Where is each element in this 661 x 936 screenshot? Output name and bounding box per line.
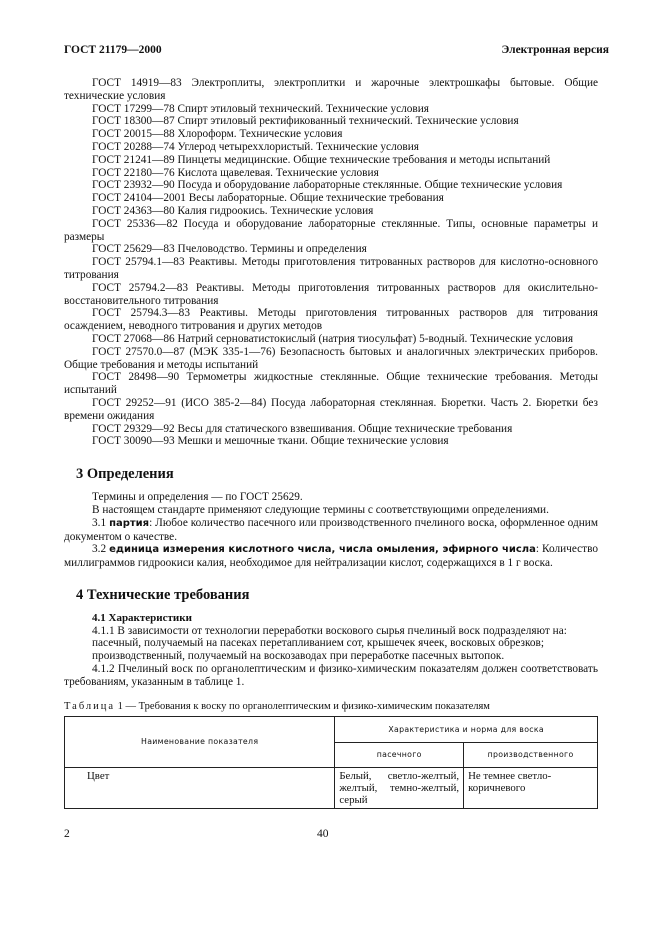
section-3-title: 3 Определения [76, 466, 174, 483]
table-cell-indicator: Цвет [65, 768, 335, 809]
reference-item: ГОСТ 25336—82 Посуда и оборудование лабораторные стеклянные. Типы, основные параметры и размеры [64, 217, 598, 243]
section-4-title: 4 Технические требования [76, 586, 250, 603]
reference-item: ГОСТ 23932—90 Посуда и оборудование лабораторные стеклянные. Общие технические условия [92, 179, 563, 192]
table-caption-text: 1 — Требования к воску по органолептическим и физико-химическим показателям [115, 700, 490, 712]
reference-item: ГОСТ 17299—78 Спирт этиловый технический. Технические условия [92, 102, 429, 115]
definition-text: : Любое количество пасечного или производственного пчелиного воска, оформленное одним документом о качестве. [64, 516, 598, 543]
sheet-number: 40 [317, 828, 329, 840]
reference-item: ГОСТ 14919—83 Электроплиты, электроплитки и жарочные электрошкафы бытовые. Общие технические условия [64, 77, 598, 102]
page-number: 2 [64, 828, 70, 840]
reference-item: ГОСТ 21241—89 Пинцеты медицинские. Общие технические требования и методы испытаний [92, 153, 551, 166]
definition-term: единица измерения кислотного числа, числа омыления, эфирного числа [109, 544, 536, 556]
reference-item: ГОСТ 25794.3—83 Реактивы. Методы приготовления титрованных растворов для титрования осаждением, неводного титрования и других методов [64, 307, 598, 333]
subsection-4-1-title: 4.1 Характеристики [92, 611, 192, 624]
definition-3-1 [64, 517, 598, 544]
column-header-group: Характеристика и норма для воска [335, 717, 598, 743]
section-4-paragraph: производственный, получаемый на воскозаводах при переработке пасечных вытопок. [92, 650, 505, 663]
header-edition-label: Электронная версия [501, 44, 609, 56]
reference-item: ГОСТ 18300—87 Спирт этиловый ректификованный технический. Технические условия [92, 115, 519, 128]
reference-item: ГОСТ 20015—88 Хлороформ. Технические условия [92, 128, 343, 141]
definition-text: : Количество миллиграммов гидроокиси калия, необходимое для нейтрализации кислот, содержащихся в 1 г воска. [64, 543, 598, 570]
reference-item: ГОСТ 27068—86 Натрий серноватистокислый (натрия тиосульфат) 5-водный. Технические условия [92, 332, 574, 345]
section-4-paragraph: 4.1.2 Пчелиный воск по органолептическим и физико-химическим показателям должен соответствовать требованиям, указанным в таблице 1. [64, 663, 598, 688]
column-header-industrial: производственного [464, 742, 598, 768]
reference-item: ГОСТ 29329—92 Весы для статического взвешивания. Общие технические требования [92, 422, 513, 435]
reference-item: ГОСТ 24104—2001 Весы лабораторные. Общие технические требования [92, 192, 444, 205]
definition-number: 3.1 [92, 516, 110, 529]
definition-number: 3.2 [92, 543, 110, 556]
table-row [65, 768, 598, 809]
column-header-indicator: Наименование показателя [65, 717, 335, 768]
reference-item: ГОСТ 27570.0—87 (МЭК 335-1—76) Безопасность бытовых и аналогичных электрических приборов. Общие требования и методы испытаний [64, 345, 598, 371]
table-caption [64, 701, 598, 714]
reference-list [64, 77, 598, 448]
section-3-paragraph: В настоящем стандарте применяют следующие термины с соответствующими определениями. [92, 503, 549, 516]
reference-item: ГОСТ 24363—80 Калия гидроокись. Технические условия [92, 204, 374, 217]
reference-item: ГОСТ 25794.1—83 Реактивы. Методы приготовления титрованных растворов для кислотно-основного титрования [64, 256, 598, 281]
reference-item: ГОСТ 29252—91 (ИСО 385-2—84) Посуда лабораторная стеклянная. Бюретки. Часть 2. Бюретки без времени ожидания [64, 396, 598, 422]
reference-item: ГОСТ 28498—90 Термометры жидкостные стеклянные. Общие технические требования. Методы испытаний [64, 371, 598, 397]
definition-3-2 [64, 543, 598, 570]
reference-item: ГОСТ 25794.2—83 Реактивы. Методы приготовления титрованных растворов для окислительно-восстановительного титрования [64, 281, 598, 307]
header-standard-number: ГОСТ 21179—2000 [64, 44, 162, 56]
table-caption-label: Таблица [64, 700, 116, 712]
table-cell-apiary: Белый, светло-желтый, желтый, темно-желтый, серый [335, 768, 464, 809]
column-header-apiary: пасечного [335, 742, 464, 768]
section-4-paragraph: 4.1.1 В зависимости от технологии переработки воскового сырья пчелиный воск подразделяют на: [92, 624, 567, 637]
document-body [64, 77, 598, 809]
section-3-paragraph: Термины и определения — по ГОСТ 25629. [92, 491, 303, 504]
table-cell-industrial: Не темнее светло-коричневого [464, 768, 598, 809]
definition-term: партия [109, 517, 150, 529]
reference-item: ГОСТ 25629—83 Пчеловодство. Термины и определения [92, 243, 367, 256]
section-4-paragraph: пасечный, получаемый на пасеках перетапливанием сот, крышечек ячеек, восковых обрезков; [92, 637, 545, 650]
reference-item: ГОСТ 20288—74 Углерод четыреххлористый. Технические условия [92, 140, 419, 153]
reference-item: ГОСТ 30090—93 Мешки и мешочные ткани. Общие технические условия [92, 435, 449, 448]
requirements-table [64, 716, 598, 809]
reference-item: ГОСТ 22180—76 Кислота щавелевая. Технические условия [92, 166, 379, 179]
